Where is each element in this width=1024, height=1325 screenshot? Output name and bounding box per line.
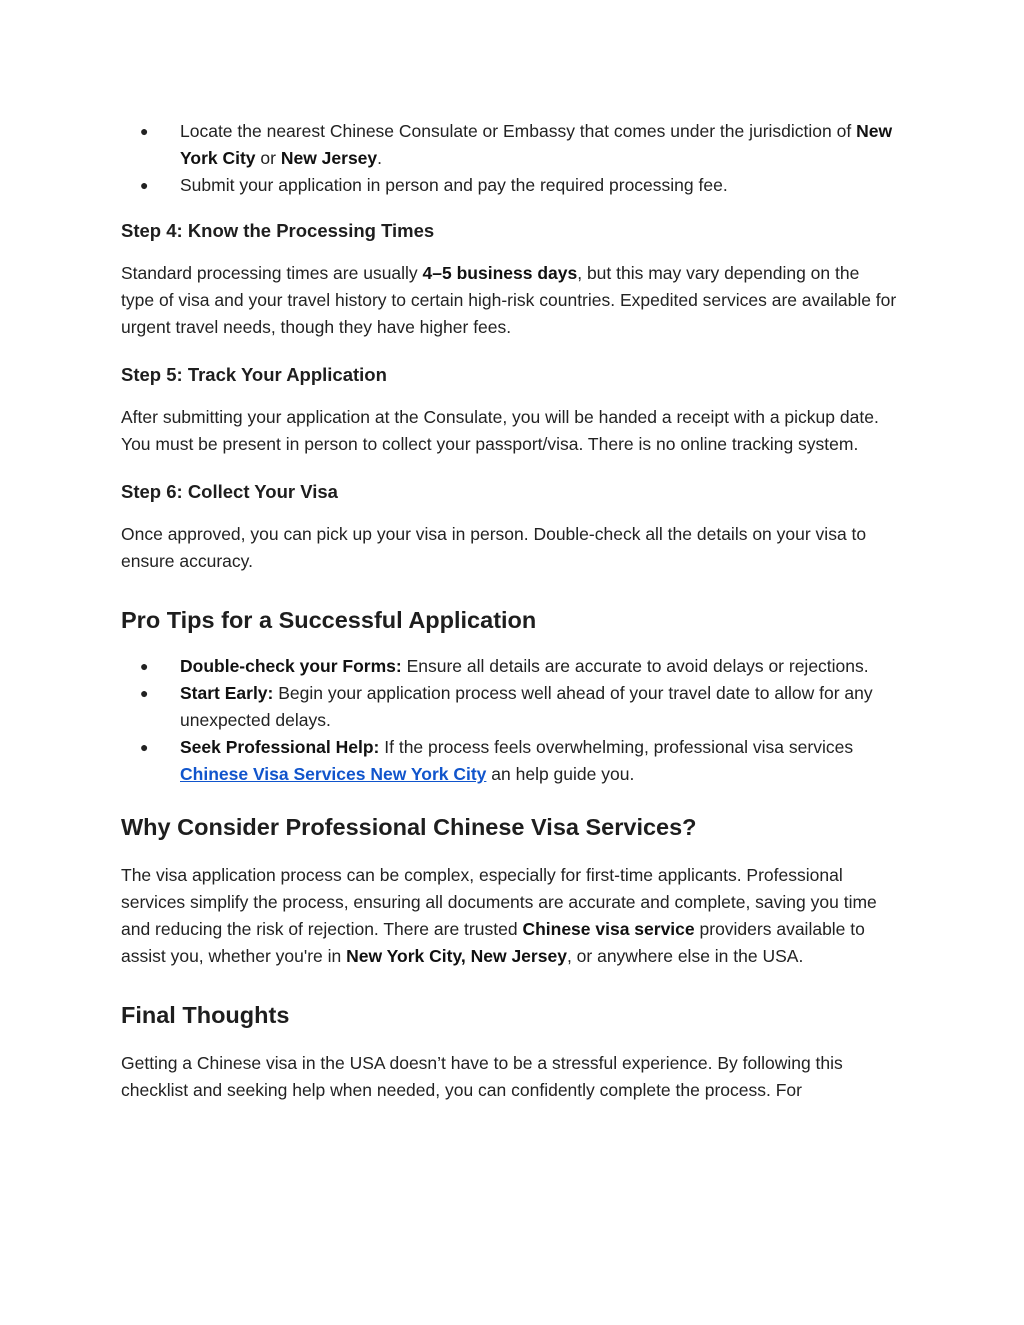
tip-title: Seek Professional Help:	[180, 737, 380, 757]
list-item	[121, 653, 897, 680]
why-paragraph	[121, 862, 897, 970]
bold-visa-service: Chinese visa service	[522, 919, 695, 939]
step6-paragraph: Once approved, you can pick up your visa in person. Double-check all the details on your visa to ensure accuracy.	[121, 524, 867, 571]
bullet-text: or	[255, 148, 281, 168]
bullet-icon: ●	[140, 739, 149, 755]
step6-heading: Step 6: Collect Your Visa	[121, 481, 338, 502]
bold-locations: New York City, New Jersey	[346, 946, 567, 966]
bold-city: New York City	[180, 121, 893, 168]
bold-processing-days: 4–5 business days	[422, 263, 578, 283]
bullet-icon: ●	[140, 658, 149, 674]
paragraph-text: The visa application process can be complex, especially for first-time applicants. Professional services simplify the process, ensuring all documents are accurate and complete, saving you time and reducing the risk of rejection. There are trusted	[121, 865, 877, 939]
list-item	[121, 680, 897, 734]
tip-text: Begin your application process well ahead of your travel date to allow for any unexpected delays.	[180, 683, 873, 730]
list-item	[121, 734, 897, 788]
final-heading: Final Thoughts	[121, 1002, 290, 1028]
tip-text: an help guide you.	[486, 764, 635, 784]
visa-services-link[interactable]: Chinese Visa Services New York City	[180, 764, 487, 784]
tip-title: Start Early:	[180, 683, 274, 703]
pro-tips-list	[121, 653, 897, 788]
bullet-text: Submit your application in person and pay the required processing fee.	[180, 175, 728, 195]
bullet-icon: ●	[140, 685, 149, 701]
final-paragraph: Getting a Chinese visa in the USA doesn’t have to be a stressful experience. By following this checklist and seeking help when needed, you can confidently complete the process. For	[121, 1053, 843, 1100]
list-item	[121, 172, 897, 199]
bullet-text: Locate the nearest Chinese Consulate or Embassy that comes under the jurisdiction of	[180, 121, 857, 141]
paragraph-text: , or anywhere else in the USA.	[566, 946, 804, 966]
step4-paragraph	[121, 260, 897, 341]
bullet-icon: ●	[140, 177, 149, 193]
why-heading: Why Consider Professional Chinese Visa Services?	[121, 814, 697, 840]
bold-state: New Jersey	[280, 148, 378, 168]
step5-paragraph: After submitting your application at the Consulate, you will be handed a receipt with a pickup date. You must be present in person to collect your passport/visa. There is no online tracking system.	[121, 407, 879, 454]
pro-tips-heading: Pro Tips for a Successful Application	[121, 607, 537, 633]
tip-text: Ensure all details are accurate to avoid delays or rejections.	[401, 656, 869, 676]
tip-title: Double-check your Forms:	[180, 656, 402, 676]
tip-text: If the process feels overwhelming, professional visa services	[379, 737, 854, 757]
document-page	[121, 118, 897, 1126]
paragraph-text: Standard processing times are usually	[121, 263, 423, 283]
consulate-steps-list	[121, 118, 897, 199]
list-item	[121, 118, 897, 172]
bullet-icon: ●	[140, 123, 149, 139]
step5-heading: Step 5: Track Your Application	[121, 364, 387, 385]
bullet-text: .	[377, 148, 383, 168]
paragraph-text: providers available to assist you, whether you're in	[121, 919, 865, 966]
step4-heading: Step 4: Know the Processing Times	[121, 220, 435, 241]
paragraph-text: , but this may vary depending on the type of visa and your travel history to certain high-risk countries. Expedited services are available for urgent travel needs, though they have higher fees.	[121, 263, 897, 337]
